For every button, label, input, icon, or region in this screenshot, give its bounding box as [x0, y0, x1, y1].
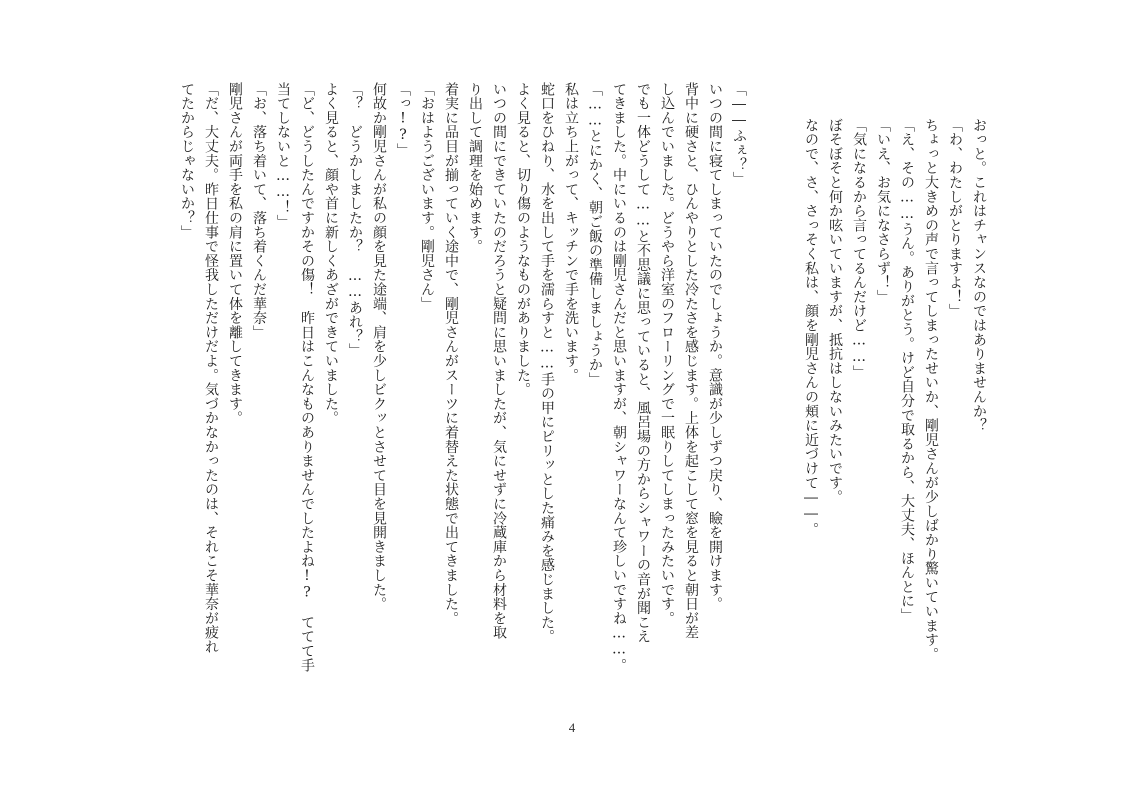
text-column: 「わ、わたしがとりますよ！」	[947, 118, 963, 319]
text-column: ちょっと大きめの声で言ってしまったせいか、剛児さんが少しばかり驚いています。	[923, 118, 939, 662]
text-column: 私は立ち上がって、キッチンで手を洗います。	[563, 82, 579, 383]
text-column: なので、さ、さっそく私は、顔を剛児さんの頬に近づけて――。	[803, 118, 819, 537]
text-column: し込んでいました。どうやら洋室のフローリングで一眠りしてしまったみたいです。	[659, 82, 675, 626]
text-column: 「っ!?」	[395, 82, 411, 158]
text-column: 当てしないと……！」	[275, 82, 291, 229]
text-column: 「？ どうかしましたか？ ……あれ？」	[347, 82, 363, 358]
text-column: いつの間に寝てしまっていたのでしょうか。意識が少しずつ戻り、瞼を開けます。	[707, 82, 723, 612]
text-column: 背中に硬さと、ひんやりとした冷たさを感じます。上体を起こして窓を見ると朝日が差	[683, 82, 699, 640]
text-column: よく見ると、切り傷のようなものがありました。	[515, 82, 531, 397]
text-column: 「いえ、お気になさらず！」	[875, 118, 891, 304]
text-column: 着実に品目が揃っていく途中で、剛児さんがスーツに着替えた状態で出てきました。	[443, 82, 459, 626]
text-column: 剛児さんが両手を私の肩に置いて体を離してきます。	[227, 82, 243, 426]
text-column: でも一体どうして……と不思議に思っていると、風呂場の方からシャワーの音が聞こえ	[635, 82, 651, 644]
text-column: り出して調理を始めます。	[467, 82, 483, 254]
text-column: 「――ふぇ？」	[731, 82, 747, 187]
text-column: ぼそぼそと何か呟いていますが、抵抗はしないみたいです。	[827, 118, 843, 505]
text-column: 「お、落ち着いて、落ち着くんだ華奈」	[251, 82, 267, 340]
text-column: 「え、その……うん。ありがとう。けど自分で取るから、大丈夫、ほんとに」	[899, 118, 915, 623]
text-column: 「おはようございます。剛児さん」	[419, 82, 435, 311]
text-column: 「ど、どうしたんですかその傷！ 昨日はこんなものありませんでしたよね!? ててて手	[299, 82, 315, 673]
text-column: てたからじゃないか？」	[179, 82, 195, 240]
text-column: てきました。中にいるのは剛児さんだと思いますが、朝シャワーなんて珍しいですね……。	[611, 82, 627, 673]
text-column: おっと。これはチャンスなのではありませんか？	[971, 118, 987, 433]
text-column: いつの間にできていたのだろうと疑問に思いましたが、気にせずに冷蔵庫から材料を取	[491, 82, 507, 640]
text-column: 「……とにかく、朝ご飯の準備しましょうか」	[587, 82, 603, 387]
text-column: よく見ると、顔や首に新しくあざができていました。	[323, 82, 339, 426]
text-column: 蛇口をひねり、水を出して手を濡らすと……手の甲にピリッとした痛みを感じました。	[539, 82, 555, 644]
page-number: 4	[568, 720, 576, 735]
text-column: 「気になるから言ってるんだけど……」	[851, 118, 867, 380]
text-column: 何故か剛児さんが私の顔を見た途端、肩を少しビクッとさせて目を見開きました。	[371, 82, 387, 612]
text-column: 「だ、大丈夫。昨日仕事で怪我しただけだよ。気づかなかったのは、それこそ華奈が疲れ	[203, 82, 219, 654]
